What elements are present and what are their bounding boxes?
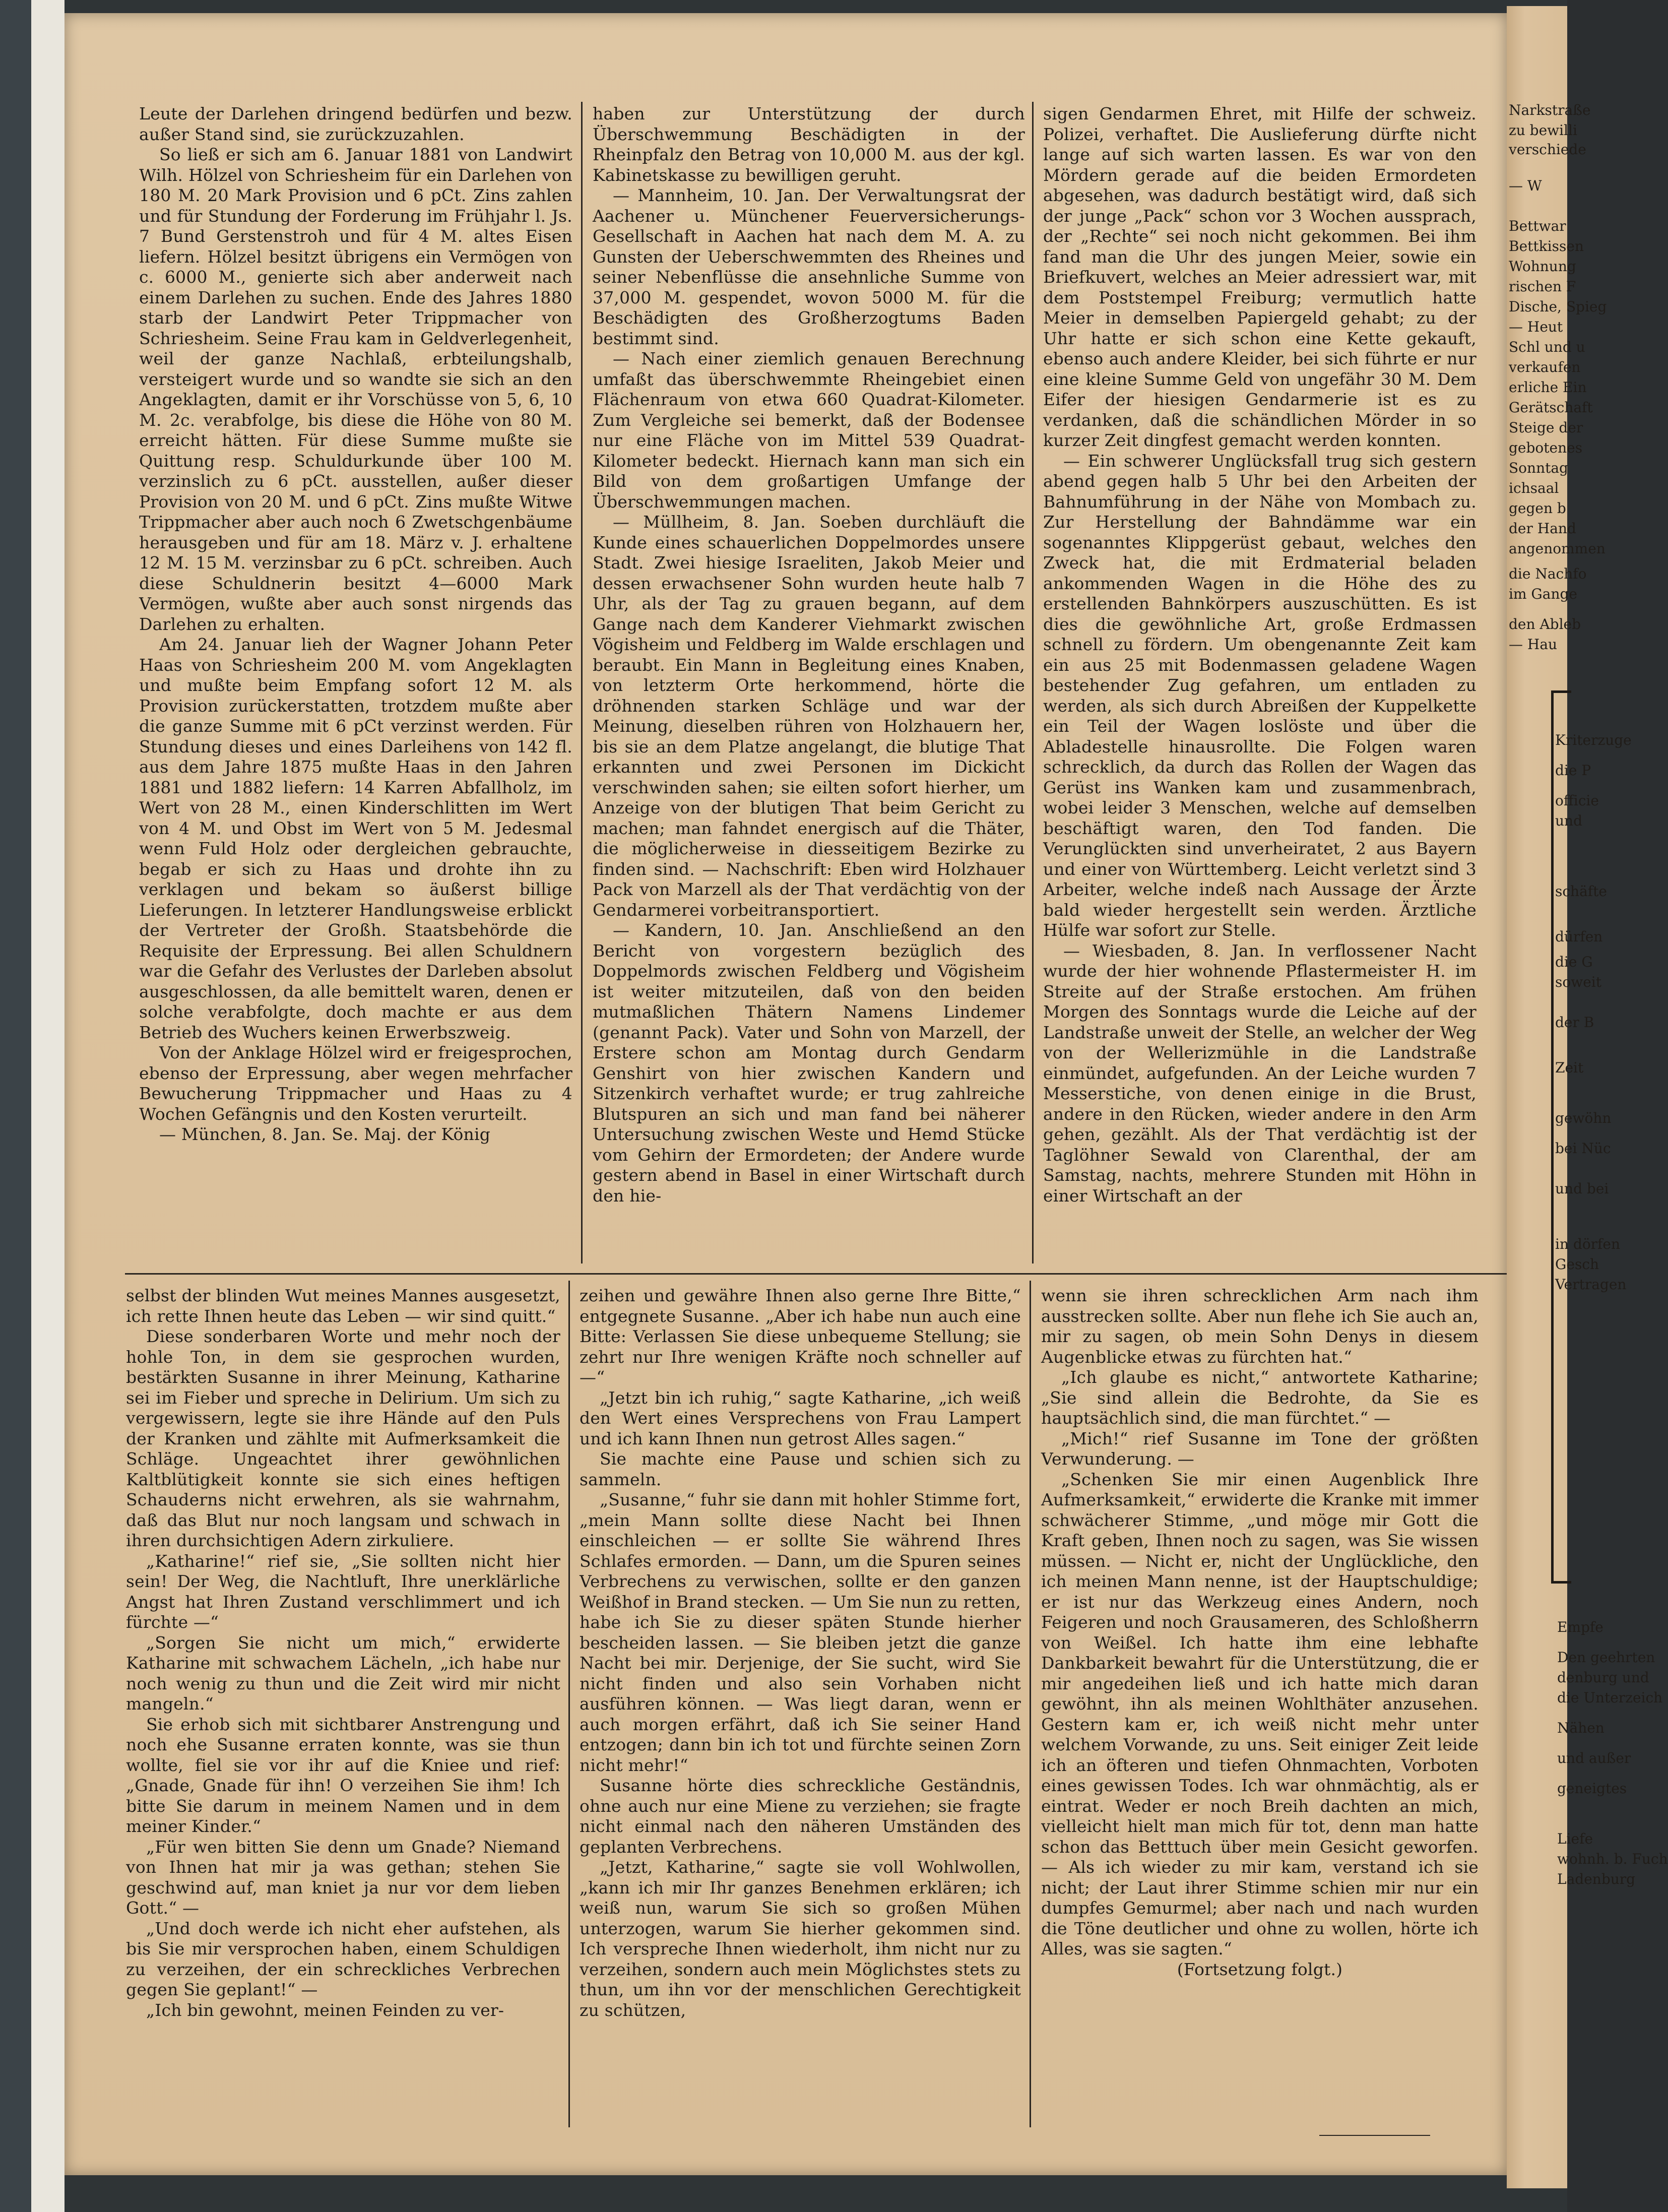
adjacent-page-fragment: und außer — [1557, 1750, 1631, 1766]
adjacent-page-fragment: verschiede — [1509, 141, 1586, 158]
news-column-3 — [1043, 104, 1477, 1206]
ad-box-border-bottom — [1551, 1581, 1571, 1584]
adjacent-page-fragment: Steige der — [1509, 419, 1583, 436]
paragraph: — Nach einer ziemlich genauen Berechnung umfaßt das überschwemmte Rheingebiet einen Flächenraum von etwa 660 Quadrat-Kilometer. Zum Vergleiche sei bemerkt, daß der Bodensee nur eine Fläche von im Mittel 539 Quadrat-Kilometer bedeckt. Hiernach kann man sich ein Bild von dem großartigen Umfange der Überschwemmungen machen. — [593, 349, 1025, 512]
paragraph: Von der Anklage Hölzel wird er freigesprochen, ebenso der Erpressung, aber wegen mehrfacher Bewucherung Trippmacher und Haas zu 4 Wochen Gefängnis und den Kosten verurteilt. — [139, 1043, 572, 1124]
adjacent-page-fragment: Bettwar — [1509, 218, 1566, 234]
adjacent-page-fragment: Gesch — [1555, 1256, 1599, 1273]
paragraph: zeihen und gewähre Ihnen also gerne Ihre Bitte,“ entgegnete Susanne. „Aber ich habe nun auch eine Bitte: Verlassen Sie diese unbequeme Stellung; sie zehrt nur Ihre wenigen Kräfte noch schneller auf —“ — [580, 1286, 1021, 1387]
end-rule — [1319, 2135, 1430, 2136]
paragraph: „Sorgen Sie nicht um mich,“ erwiderte Katharine mit schwachem Lächeln, „ich habe nur noch wenig zu thun und die Zeit wird mir nicht mangeln.“ — [126, 1632, 560, 1714]
newspaper-page — [65, 13, 1507, 2175]
adjacent-page-edge — [1507, 6, 1668, 2188]
adjacent-page-fragment: — Heut — [1509, 319, 1563, 335]
paragraph: — Wiesbaden, 8. Jan. In verflossener Nacht wurde der hier wohnende Pflastermeister H. im Streite auf der Straße erstochen. Am frühen Morgen des Sonntags wurde die Leiche auf der Landstraße unweit der Stelle, an welcher der Weg von der Wellerizmühle in die Landstraße einmündet, aufgefunden. An der Leiche wurden 7 Messerstiche, von denen einige in die Brust, andere in den Rücken, wieder andere in den Arm gehen, gezählt. Als der That verdächtig ist der Taglöhner Sewald von Clarenthal, der am Samstag, nachts, mehrere Stunden mit Höhn in einer Wirtschaft an der — [1043, 940, 1477, 1206]
adjacent-page-fragment: Vertragen — [1555, 1276, 1627, 1293]
paragraph: Sie erhob sich mit sichtbarer Anstrengung und noch ehe Susanne erraten konnte, was sie thun wollte, fiel sie vor ihr auf die Kniee und rief: „Gnade, Gnade für ihn! O verzeihen Sie ihm! Ich bitte Sie darum in meinem Namen und in dem meiner Kinder.“ — [126, 1714, 560, 1836]
adjacent-page-fragment: angenommen — [1509, 540, 1606, 557]
paragraph: So ließ er sich am 6. Januar 1881 von Landwirt Wilh. Hölzel von Schriesheim für ein Darlehen von 180 M. 20 Mark Provision und 6 pCt. Zins zahlen und für Stundung der Forderung im Frühjahr l. Js. 7 Bund Gerstenstroh und für 4 M. altes Eisen liefern. Hölzel besitzt übrigens ein Vermögen von c. 6000 M., genierte sich aber anderweit nach einem Darlehen zu suchen. Ende des Jahres 1880 starb der Landwirt Peter Trippmacher von Schriesheim. Seine Frau kam in Geldverlegenheit, weil der ganze Nachlaß, erbteilungshalb, versteigert wurde und so wandte sie sich an den Angeklagten, damit er ihr Vorschüsse von 5, 6, 10 M. 2c. verabfolge, bis diese die Höhe von 80 M. erreicht hätten. Für diese Summe mußte sie Quittung resp. Schuldurkunde über 100 M. verzinslich zu 6 pCt. ausstellen, außer dieser Provision von 20 M. und 6 pCt. Zins mußte Witwe Trippmacher aber auch noch 6 Zwetschgenbäume herausgeben und für am 18. März v. J. erhaltene 12 M. 15 M. verzinsbar zu 6 pCt. schreiben. Auch diese Schuldnerin besitzt 4—6000 Mark Vermögen, wußte aber auch sonst nirgends das Darlehen zu erhalten. — [139, 145, 572, 634]
feuilleton-separator — [125, 1273, 1516, 1275]
paragraph: Am 24. Januar lieh der Wagner Johann Peter Haas von Schriesheim 200 M. vom Angeklagten und mußte beim Empfang sofort 12 M. als Provision zurückerstatten, trotzdem mußte aber die ganze Summe mit 6 pCt verzinst werden. Für Stundung dieses und eines Darleihens von 142 fl. aus dem Jahre 1875 mußte Haas in den Jahren 1881 und 1882 liefern: 14 Karren Abfallholz, im Wert von 28 M., einen Kinderschlitten im Wert von 4 M. und Obst im Wert von 5 M. Jedesmal wenn Fuld Holz oder dergleichen gebrauchte, begab er sich zu Haas und drohte ihn zu verklagen und bekam so äußerst billige Lieferungen. In letzterer Handlungsweise erblickt der Vertreter der Großh. Staatsbehörde die Requisite der Erpressung. Bei allen Schuldnern war die Gefahr des Verlustes der Darleben absolut ausgeschlossen, da alle bemittelt waren, denen er solche verabfolgte, doch machte er aus dem Betrieb des Wuchers keinen Erwerbszweig. — [139, 635, 572, 1042]
column-divider-bottom-2 — [1030, 1281, 1031, 2127]
ad-box-border-top — [1551, 690, 1571, 693]
paragraph: wenn sie ihren schrecklichen Arm nach ihm ausstrecken sollte. Aber nun flehe ich Sie auch an, mir zu sagen, ob mein Sohn Denys in diesem Augenblicke etwas zu fürchten hat.“ — [1041, 1286, 1479, 1367]
adjacent-page-fragment: denburg und — [1557, 1669, 1649, 1686]
adjacent-page-fragment: gewöhn — [1555, 1110, 1612, 1126]
paragraph: „Jetzt bin ich ruhig,“ sagte Katharine, „ich weiß den Wert eines Versprechens von Frau Lampert und ich kann Ihnen nun getrost Alles sagen.“ — [580, 1387, 1021, 1448]
news-column-1 — [139, 104, 572, 1145]
adjacent-page-fragment: Empfe — [1557, 1619, 1603, 1635]
adjacent-page-fragment: Wohnung — [1509, 258, 1576, 275]
adjacent-page-fragment: in dörfen — [1555, 1236, 1621, 1252]
adjacent-page-fragment: Dische, Spieg — [1509, 298, 1607, 315]
feuilleton-column-1 — [126, 1286, 560, 2020]
paragraph: „Für wen bitten Sie denn um Gnade? Niemand von Ihnen hat mir ja was gethan; stehen Sie geschwind auf, man kniet ja nur vor dem lieben Gott.“ — — [126, 1837, 560, 1918]
paragraph: — München, 8. Jan. Se. Maj. der König — [159, 1124, 491, 1144]
paragraph: „Susanne,“ fuhr sie dann mit hohler Stimme fort, „mein Mann sollte diese Nacht bei Ihnen einschleichen — er sollte Sie während Ihres Schlafes ermorden. — Dann, um die Spuren seines Verbrechens zu verwischen, sollte er den ganzen Weißhof in Brand stecken. — Um Sie nun zu retten, habe ich Sie zu dieser späten Stunde hierher bescheiden lassen. — Sie bleiben jetzt die ganze Nacht bei mir. Derjenige, der Sie sucht, wird Sie nicht finden und also sein Vorhaben nicht ausführen können. — Was liegt daran, wenn er auch morgen erfährt, daß ich Sie seiner Hand entzogen; dann bin ich tot und fürchte seinen Zorn nicht mehr!“ — [580, 1490, 1021, 1775]
adjacent-page-fragment: die Nachfo — [1509, 565, 1587, 582]
paragraph: haben zur Unterstützung der durch Überschwemmung Beschädigten in der Rheinpfalz den Betrag von 10,000 M. aus der kgl. Kabinetskasse zu bewilligen geruht. — [593, 104, 1025, 185]
paragraph: selbst der blinden Wut meines Mannes ausgesetzt, ich rette Ihnen heute das Leben — wir sind quitt.“ — [126, 1286, 560, 1326]
adjacent-page-fragment: den Ableb — [1509, 616, 1581, 633]
adjacent-page-fragment: und — [1555, 812, 1582, 829]
paragraph: „Jetzt, Katharine,“ sagte sie voll Wohlwollen, „kann ich mir Ihr ganzes Benehmen erklären; ich weiß nun, warum Sie sich so großen Mühen unterzogen, warum Sie hierher gekommen sind. Ich verspreche Ihnen wiederholt, ihm nicht nur zu verzeihen, sondern auch mein Möglichstes stets zu thun, um ihn vor der menschlichen Gerechtigkeit zu schützen, — [580, 1857, 1021, 2020]
adjacent-page-fragment: Bettkissen — [1509, 238, 1584, 255]
paragraph: „Schenken Sie mir einen Augenblick Ihre Aufmerksamkeit,“ erwiderte die Kranke mit immer schwächerer Stimme, „und möge mir Gott die Kraft geben, Ihnen noch zu sagen, was Sie wissen müssen. — Nicht er, nicht der Unglückliche, den ich meinen Mann nenne, ist der Hauptschuldige; er ist nur das Werkzeug eines Andern, noch Feigeren und noch Grausameren, des Schloßherrn von Weißel. Ich hatte ihm eine lebhafte Dankbarkeit bewahrt für die Unterstützung, die er mir angedeihen ließ und ich hatte mich daran gewöhnt, ihn als meinen Wohlthäter anzusehen. Gestern kam er, ich weiß nicht mehr unter welchem Vorwande, zu uns. Seit einiger Zeit leide ich an öfteren und tiefen Ohnmachten, Vorboten eines gewissen Todes. Ich war ohnmächtig, als er eintrat. Weder er noch Breih dachten an mich, vielleicht hielt man mich für tot, denn man hatte schon das Betttuch über mein Gesicht geworfen. — Als ich wieder zu mir kam, verstand ich sie nicht; der Laut ihrer Stimme schien mir nur ein dumpfes Gemurmel; aber nach und nach wurden die Töne deutlicher und ohne zu wollen, hörte ich Alles, was sie sagten.“ — [1041, 1469, 1479, 1958]
adjacent-page-fragment: der B — [1555, 1014, 1594, 1031]
adjacent-page-fragment: erliche Ein — [1509, 379, 1587, 396]
adjacent-page-fragment: Schl und u — [1509, 339, 1585, 355]
adjacent-page-fragment: Sonntag — [1509, 460, 1568, 476]
paragraph: „Und doch werde ich nicht eher aufstehen, als bis Sie mir versprochen haben, einem Schuldigen zu verzeihen, der ein schreckliches Verbrechen gegen Sie geplant!“ — — [126, 1918, 560, 1999]
paragraph: — Kandern, 10. Jan. Anschließend an den Bericht von vorgestern bezüglich des Doppelmords zwischen Feldberg und Vögisheim ist weiter mitzuteilen, daß von den beiden mutmaßlichen Thätern Namens Lindemer (genannt Pack). Vater und Sohn von Marzell, der Erstere schon am Montag durch Gendarm Genshirt von hier zwischen Kandern und Sitzenkirch verhaftet wurde; er trug zahlreiche Blutspuren an sich und man fand bei näherer Untersuchung zwischen Weste und Hemd Stücke vom Gehirn der Ermordeten; der Andere wurde gestern abend in Basel in einer Wirtschaft durch den hie- — [593, 920, 1025, 1206]
adjacent-page-fragment: Nähen — [1557, 1720, 1605, 1736]
paragraph: „Katharine!“ rief sie, „Sie sollten nicht hier sein! Der Weg, die Nachtluft, Ihre unerklärliche Angst hat Ihren Zustand verschlimmert und ich fürchte —“ — [126, 1551, 560, 1632]
adjacent-page-fragment: verkaufen — [1509, 359, 1581, 375]
adjacent-page-fragment: Gerätschaft — [1509, 399, 1593, 416]
adjacent-page-fragment: officie — [1555, 792, 1599, 809]
paragraph: — Müllheim, 8. Jan. Soeben durchläuft die Kunde eines schauerlichen Doppelmordes unsere Stadt. Zwei hiesige Israeliten, Jakob Meier und dessen erwachsener Sohn wurden heute halb 7 Uhr, als der Tag zu grauen begann, auf dem Gange nach dem Kanderer Viehmarkt zwischen Vögisheim und Feldberg im Walde erschlagen und beraubt. Ein Mann in Begleitung eines Knaben, von letzterm Orte herkommend, hörte die dröhnenden starken Schläge und war der Meinung, dieselben rühren von Holzhauern her, bis sie an dem Platze angelangt, die blutige That erkannten und zwei Personen im Dickicht verschwinden sahen; sie eilten sofort hierher, um Anzeige von der blutigen That beim Gericht zu machen; man fahndet energisch auf die Thäter, die möglicherweise in diesseitigem Bezirke zu finden sind. — Nachschrift: Eben wird Holzhauer Pack von Marzell als der That verdächtig von der Gendarmerei vorbeitransportiert. — [593, 512, 1025, 920]
paragraph: — Mannheim, 10. Jan. Der Verwaltungsrat der Aachener u. Münchener Feuerversicherungs-Gesellschaft in Aachen hat nach dem M. A. zu Gunsten der Ueberschwemmten des Rheines und seiner Nebenflüsse die ansehnliche Summe von 37,000 M. gespendet, wovon 5000 M. für die Beschädigten des Großherzogtums Baden bestimmt sind. — [593, 185, 1025, 348]
adjacent-page-fragment: die G — [1555, 954, 1593, 970]
adjacent-page-fragment: wohnh. b. Fuch — [1557, 1851, 1668, 1867]
adjacent-page-fragment: gegen b — [1509, 500, 1566, 517]
feuilleton-column-2 — [580, 1286, 1021, 2020]
feuilleton-column-3 — [1041, 1286, 1479, 1980]
adjacent-page-fragment: soweit — [1555, 974, 1601, 990]
paragraph: Sie machte eine Pause und schien sich zu sammeln. — [580, 1449, 1021, 1489]
adjacent-page-fragment: der Hand — [1509, 520, 1576, 537]
ad-box-border-left — [1551, 690, 1554, 1583]
paragraph: „Mich!“ rief Susanne im Tone der größten Verwunderung. — — [1041, 1428, 1479, 1469]
paragraph: Leute der Darlehen dringend bedürfen und bezw. außer Stand sind, sie zurückzuzahlen. — [139, 104, 572, 144]
adjacent-page-fragment: Liefe — [1557, 1830, 1593, 1847]
adjacent-page-fragment: Den geehrten — [1557, 1649, 1655, 1666]
adjacent-page-fragment: — W — [1509, 177, 1542, 194]
adjacent-page-fragment: zu bewilli — [1509, 122, 1577, 139]
adjacent-page-fragment: — Hau — [1509, 636, 1558, 653]
adjacent-page-fragment: die P — [1555, 762, 1591, 779]
adjacent-page-fragment: Ladenburg — [1557, 1871, 1636, 1887]
adjacent-page-fragment: gebotenes — [1509, 439, 1583, 456]
column-divider-top-1 — [581, 102, 583, 1263]
adjacent-page-fragment: Zeit — [1555, 1059, 1584, 1076]
adjacent-page-fragment: im Gange — [1509, 586, 1577, 602]
adjacent-page-fragment: bei Nüc — [1555, 1140, 1611, 1157]
adjacent-page-fragment: rischen F — [1509, 278, 1576, 295]
column-divider-bottom-1 — [568, 1281, 570, 2127]
paragraph: Diese sonderbaren Worte und mehr noch der hohle Ton, in dem sie gesprochen wurden, bestärkten Susanne in ihrer Meinung, Katharine sei im Fieber und spreche in Delirium. Um sich zu vergewissern, legte sie ihre Hände auf den Puls der Kranken und zählte mit Aufmerksamkeit die Schläge. Ungeachtet ihrer gewöhnlichen Kaltblütigkeit konnte sie sich eines heftigen Schauderns nicht erwehren, als sie wahrnahm, daß das Blut nur noch langsam und schwach in ihren durchsichtigen Adern zirkuliere. — [126, 1326, 560, 1550]
adjacent-page-fragment: ichsaal — [1509, 480, 1559, 496]
adjacent-page-fragment: die Unterzeich — [1557, 1689, 1663, 1706]
column-divider-top-2 — [1032, 102, 1034, 1263]
news-column-2 — [593, 104, 1025, 1206]
adjacent-page-fragment: Narkstraße — [1509, 102, 1591, 118]
paragraph: „Ich glaube es nicht,“ antwortete Katharine; „Sie sind allein die Bedrohte, da Sie es hauptsächlich sind, die man fürchtet.“ — — [1041, 1367, 1479, 1428]
adjacent-page-fragment: Kriterzuge — [1555, 732, 1632, 748]
adjacent-page-fragment: dürfen — [1555, 928, 1603, 945]
paragraph: — Ein schwerer Unglücksfall trug sich gestern abend gegen halb 5 Uhr bei den Arbeiten der Bahnumführung in der Nähe von Mombach zu. Zur Herstellung der Bahndämme war ein sogenanntes Klippgerüst gebaut, welches den Zweck hat, die mit Erdmaterial beladen ankommenden Wagen in die Höhe des zu erstellenden Bahnkörpers auszuschütten. Es ist dies die gewöhnliche Art, große Erdmassen schnell zu fördern. Um obengenannte Zeit kam ein aus 25 mit Bodenmassen geladene Wagen bestehender Zug gefahren, um entladen zu werden, als sich durch Abreißen der Kuppelkette ein Teil der Wagen loslöste und über die Abladestelle hinausrollte. Die Folgen waren schrecklich, da durch das Rollen der Wagen das Gerüst ins Wanken kam und zusammenbrach, wobei leider 3 Menschen, welche auf demselben beschäftigt waren, den Tod fanden. Die Verunglückten sind unverheiratet, 2 aus Bayern und einer von Württemberg. Leicht verletzt sind 3 Arbeiter, welche indeß nach Aussage der Ärzte bald wieder hergestellt sein werden. Ärztliche Hülfe war sofort zur Stelle. — [1043, 451, 1477, 940]
paragraph: sigen Gendarmen Ehret, mit Hilfe der schweiz. Polizei, verhaftet. Die Auslieferung dürfte nicht lange auf sich warten lassen. Es war von den Mördern gerade auf die beiden Ermordeten abgesehen, was dadurch bestätigt wird, daß sich der junge „Pack“ schon vor 3 Wochen aussprach, der „Rechte“ sei noch nicht gekommen. Bei ihm fand man die Uhr des jungen Meier, sowie ein Briefkuvert, welches an Meier adressiert war, mit dem Poststempel Freiburg; vermutlich hatte Meier in demselben Papiergeld gehabt; zu der Uhr hatte er sich schon eine Kette gekauft, ebenso auch andere Kleider, bei sich führte er nur eine kleine Summe Geld von ungefähr 30 M. Dem Eifer der hiesigen Gendarmerie ist es zu verdanken, daß die schändlichen Mörder in so kurzer Zeit dingfest gemacht werden konnten. — [1043, 104, 1477, 450]
adjacent-page-fragment: schäfte — [1555, 883, 1607, 900]
adjacent-page-fragment: geneigtes — [1557, 1780, 1627, 1797]
paragraph: „Ich bin gewohnt, meinen Feinden zu ver- — [146, 2000, 504, 2020]
paragraph: Susanne hörte dies schreckliche Geständnis, ohne auch nur eine Miene zu verziehen; sie fragte nicht einmal nach den näheren Umständen des geplanten Verbrechens. — [580, 1776, 1021, 1857]
adjacent-page-fragment: und bei — [1555, 1180, 1609, 1197]
continuation-note: (Fortsetzung folgt.) — [1177, 1959, 1343, 1979]
